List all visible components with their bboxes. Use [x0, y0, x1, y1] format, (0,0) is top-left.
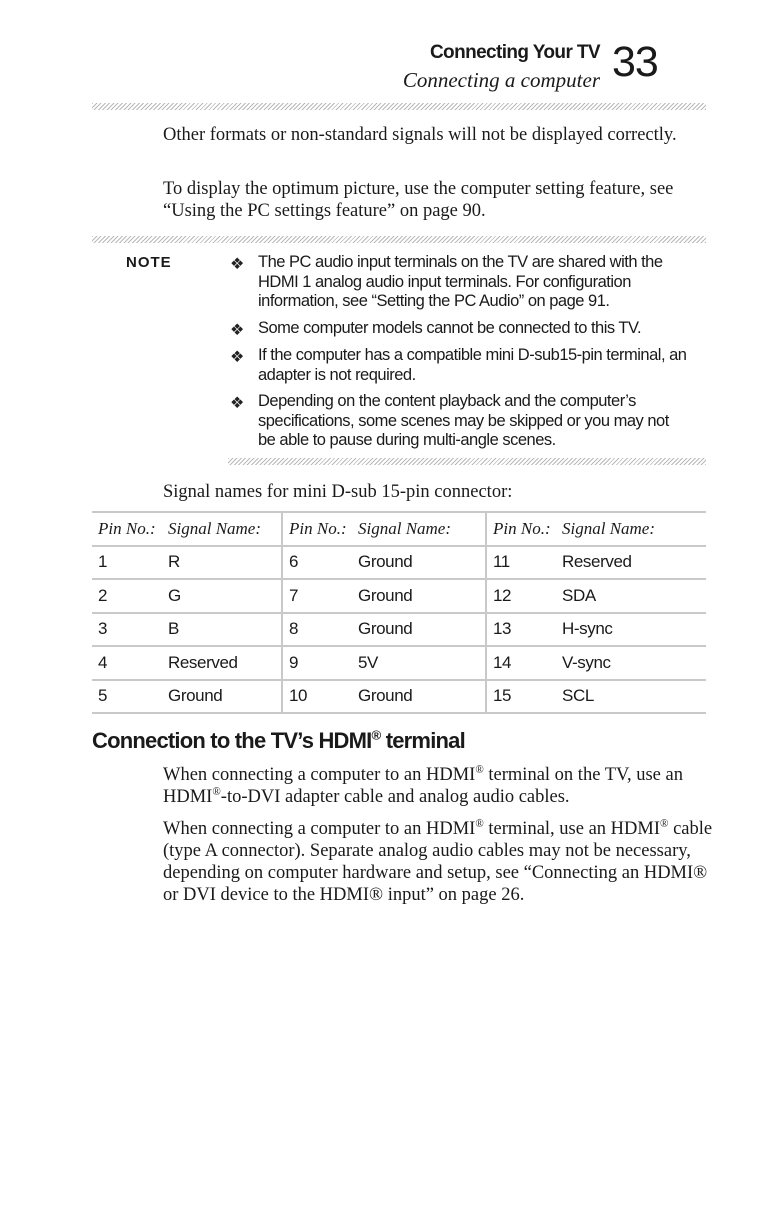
- paragraph-text: terminal, use an HDMI: [483, 819, 661, 839]
- hdmi-paragraph-1: [163, 764, 723, 808]
- intro-paragraph-2: To display the optimum picture, use the computer setting feature, see “Using the PC settings feature” on page 90.: [163, 179, 674, 221]
- note-bullet-icon: ❖: [230, 256, 245, 273]
- section-heading: [92, 728, 465, 754]
- table-header-row: [92, 512, 706, 546]
- registered-mark: ®: [371, 727, 381, 743]
- table-cell: 9: [282, 646, 352, 680]
- table-cell: Ground: [352, 613, 486, 647]
- section-heading-text: Connection to the TV’s HDMI: [92, 728, 372, 753]
- table-cell: R: [162, 546, 282, 580]
- table-cell: 5: [92, 680, 162, 714]
- section-heading-text: terminal: [380, 728, 465, 753]
- table-caption: Signal names for mini D-sub 15-pin connector:: [163, 482, 513, 502]
- table-cell: Ground: [352, 546, 486, 580]
- table-header-cell: Pin No.:: [282, 512, 352, 546]
- paragraph-text: When connecting a computer to an HDMI: [163, 765, 476, 785]
- table-cell: 15: [486, 680, 556, 714]
- paragraph-text: -to-DVI adapter cable and analog audio cables.: [220, 787, 570, 807]
- hdmi-paragraph-2: [163, 818, 723, 906]
- table-cell: 12: [486, 579, 556, 613]
- table-cell: 10: [282, 680, 352, 714]
- note-item-2: Some computer models cannot be connected to this TV.: [258, 319, 642, 337]
- table-header-cell: Signal Name:: [556, 512, 706, 546]
- registered-mark: ®: [475, 817, 484, 830]
- table-header-cell: Signal Name:: [352, 512, 486, 546]
- table-cell: V-sync: [556, 646, 706, 680]
- registered-mark: ®: [660, 817, 669, 830]
- table-cell: Reserved: [162, 646, 282, 680]
- table-cell: 2: [92, 579, 162, 613]
- table-cell: 5V: [352, 646, 486, 680]
- table-cell: 13: [486, 613, 556, 647]
- note-bullet-icon: ❖: [230, 349, 245, 366]
- table-cell: SDA: [556, 579, 706, 613]
- table-cell: G: [162, 579, 282, 613]
- table-cell: 3: [92, 613, 162, 647]
- table-cell: 11: [486, 546, 556, 580]
- running-header-subtitle: Connecting a computer: [402, 68, 600, 92]
- table-header-cell: Pin No.:: [486, 512, 556, 546]
- note-item-1: The PC audio input terminals on the TV are shared with the HDMI 1 analog audio input terminals. For configuration information, see “Setting the PC Audio” on page 91.: [258, 253, 663, 310]
- header-rule: [92, 103, 706, 110]
- table-row: [92, 680, 706, 714]
- table-cell: Ground: [162, 680, 282, 714]
- table-header-cell: Pin No.:: [92, 512, 162, 546]
- page-number: 33: [612, 38, 658, 86]
- intro-paragraph-1: Other formats or non-standard signals will not be displayed correctly.: [163, 125, 677, 145]
- table-cell: SCL: [556, 680, 706, 714]
- running-header-title: Connecting Your TV: [429, 42, 600, 63]
- registered-mark: ®: [475, 763, 484, 776]
- note-bullet-icon: ❖: [230, 395, 245, 412]
- note-bullet-icon: ❖: [230, 322, 245, 339]
- table-cell: Ground: [352, 680, 486, 714]
- table-header-cell: Signal Name:: [162, 512, 282, 546]
- signal-table: [92, 511, 706, 714]
- table-cell: B: [162, 613, 282, 647]
- note-item-4: Depending on the content playback and the computer’s specifications, some scenes may be skipped or you may not be able to pause during multi-angle scenes.: [258, 392, 669, 449]
- table-cell: 14: [486, 646, 556, 680]
- paragraph-text: cable (type A connector). Separate analog audio cables may not be necessary, depending on computer hardware and setup, see “Connecting an HDMI® or DVI device to the HDMI® input” on page 26.: [163, 819, 713, 905]
- table-cell: 7: [282, 579, 352, 613]
- table-row: [92, 613, 706, 647]
- table-row: [92, 546, 706, 580]
- table-cell: 6: [282, 546, 352, 580]
- table-cell: H-sync: [556, 613, 706, 647]
- table-cell: Reserved: [556, 546, 706, 580]
- table-row: [92, 646, 706, 680]
- table-cell: 8: [282, 613, 352, 647]
- note-item-3: If the computer has a compatible mini D-sub15-pin terminal, an adapter is not required.: [258, 346, 687, 384]
- note-top-rule: [92, 236, 706, 243]
- note-bottom-rule: [228, 458, 706, 465]
- table-cell: 1: [92, 546, 162, 580]
- paragraph-text: When connecting a computer to an HDMI: [163, 819, 476, 839]
- table-cell: Ground: [352, 579, 486, 613]
- paragraph-text: terminal on the TV, use an HDMI: [163, 765, 683, 807]
- table-cell: 4: [92, 646, 162, 680]
- registered-mark: ®: [212, 785, 221, 798]
- note-label: NOTE: [126, 254, 172, 271]
- table-row: [92, 579, 706, 613]
